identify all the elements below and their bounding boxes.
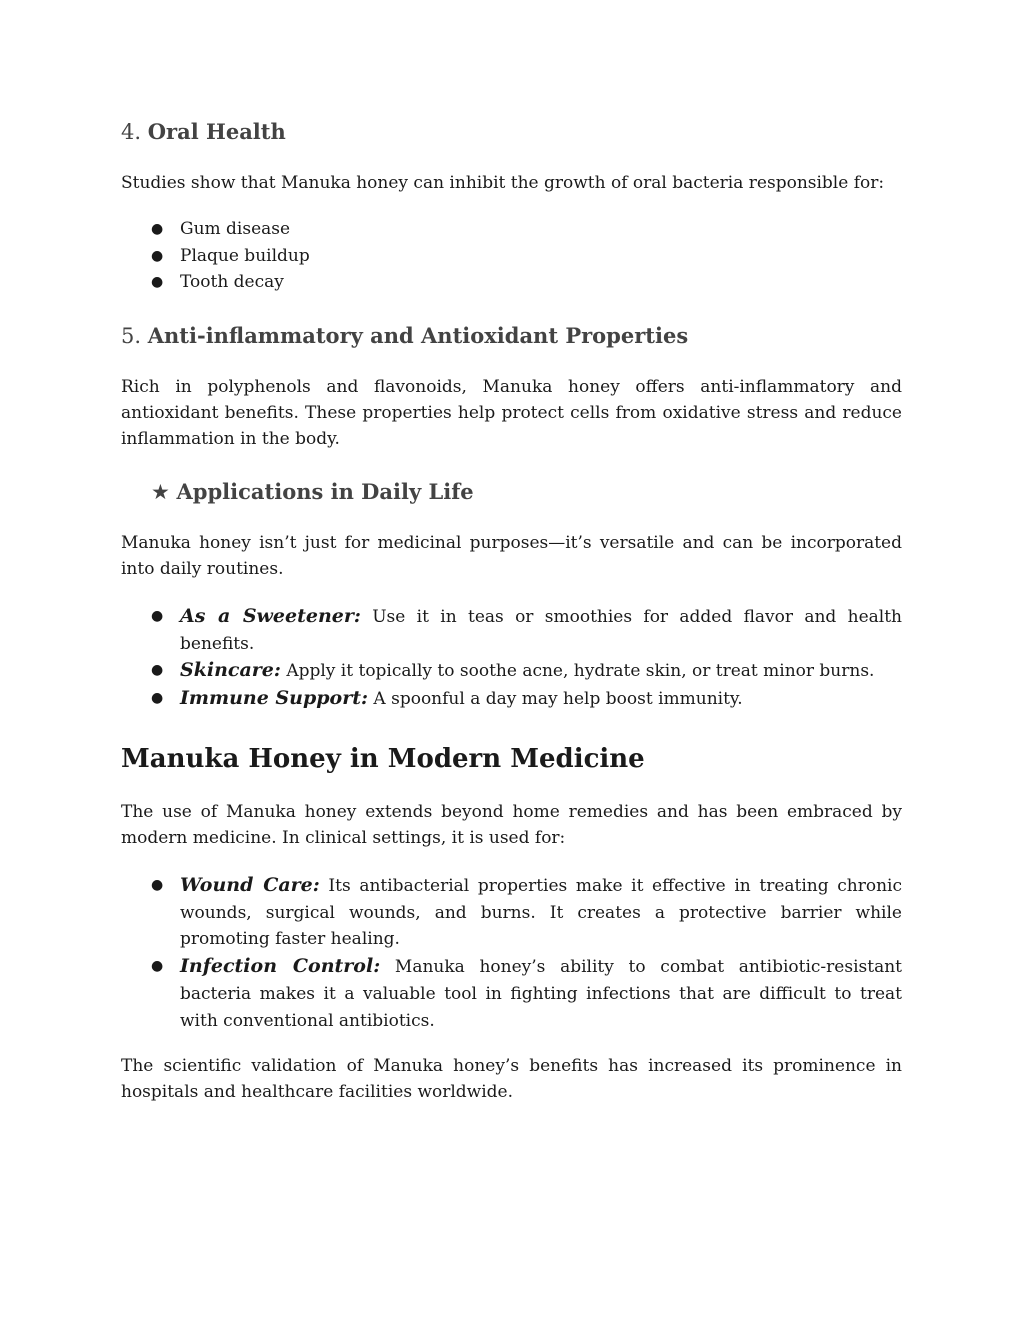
list-item — [121, 216, 902, 243]
list-item-text: Its antibacterial properties make it effective in treating chronic wounds, surgical wounds, and burns. It creates a protective barrier while promoting faster healing. — [180, 876, 902, 950]
modern-medicine-closing: The scientific validation of Manuka honey’s benefits has increased its prominence in hospitals and healthcare facilities worldwide. — [121, 1056, 902, 1102]
bullet-icon: ● — [151, 958, 164, 975]
daily-life-list — [121, 603, 902, 713]
bullet-icon: ● — [151, 877, 164, 893]
daily-life-intro: Manuka honey isn’t just for medicinal purposes—it’s versatile and can be incorporated into daily routines. — [121, 533, 902, 579]
bullet-icon: ● — [151, 608, 164, 624]
anti-inflammatory-heading — [121, 323, 688, 348]
list-item-term: Skincare: — [180, 659, 281, 682]
oral-health-list — [121, 216, 902, 296]
list-item-term: Infection Control: — [180, 955, 381, 978]
list-item-text: Tooth decay — [180, 272, 284, 292]
modern-medicine-intro: The use of Manuka honey extends beyond home remedies and has been embraced by modern medicine. In clinical settings, it is used for: — [121, 802, 902, 848]
oral-health-heading — [121, 119, 286, 144]
list-item — [121, 243, 902, 270]
list-item — [121, 872, 902, 953]
modern-medicine-list — [121, 872, 902, 1034]
list-item — [121, 953, 902, 1034]
list-item-term: As a Sweetener: — [180, 605, 361, 627]
anti-inflammatory-title: Anti-inflammatory and Antioxidant Properties — [147, 323, 689, 348]
list-item-text: Use it in teas or smoothies for added flavor and health benefits. — [180, 607, 902, 654]
anti-inflammatory-number: 5. — [121, 324, 142, 348]
bullet-icon: ● — [151, 274, 164, 290]
list-item-text: Apply it topically to soothe acne, hydrate skin, or treat minor burns. — [280, 661, 875, 682]
modern-medicine-heading: Manuka Honey in Modern Medicine — [121, 744, 645, 774]
list-item-term: Immune Support: — [180, 687, 369, 710]
list-item-text: Gum disease — [180, 219, 291, 239]
bullet-icon: ● — [151, 662, 164, 679]
list-item-text: A spoonful a day may help boost immunity. — [368, 689, 743, 710]
oral-health-title: Oral Health — [147, 119, 286, 144]
bullet-icon: ● — [151, 221, 164, 237]
oral-health-intro: Studies show that Manuka honey can inhibit the growth of oral bacteria responsible for: — [121, 173, 885, 193]
bullet-icon: ● — [151, 690, 164, 707]
list-item-text: Plaque buildup — [180, 245, 310, 266]
daily-life-title: Applications in Daily Life — [176, 479, 474, 504]
star-icon: ★ — [151, 480, 170, 504]
list-item — [121, 657, 902, 685]
list-item — [121, 685, 902, 713]
bullet-icon: ● — [151, 247, 164, 264]
list-item-term: Wound Care: — [180, 874, 320, 896]
anti-inflammatory-body: Rich in polyphenols and flavonoids, Manuka honey offers anti-inflammatory and antioxidant benefits. These properties help protect cells from oxidative stress and reduce inflammation in the body. — [121, 377, 902, 449]
daily-life-heading — [151, 479, 474, 504]
list-item — [121, 269, 902, 296]
list-item — [121, 603, 902, 657]
oral-health-number: 4. — [121, 120, 142, 144]
list-item-text: Manuka honey’s ability to combat antibiotic-resistant bacteria makes it a valuable tool in fighting infections that are difficult to treat with conventional antibiotics. — [180, 957, 902, 1031]
